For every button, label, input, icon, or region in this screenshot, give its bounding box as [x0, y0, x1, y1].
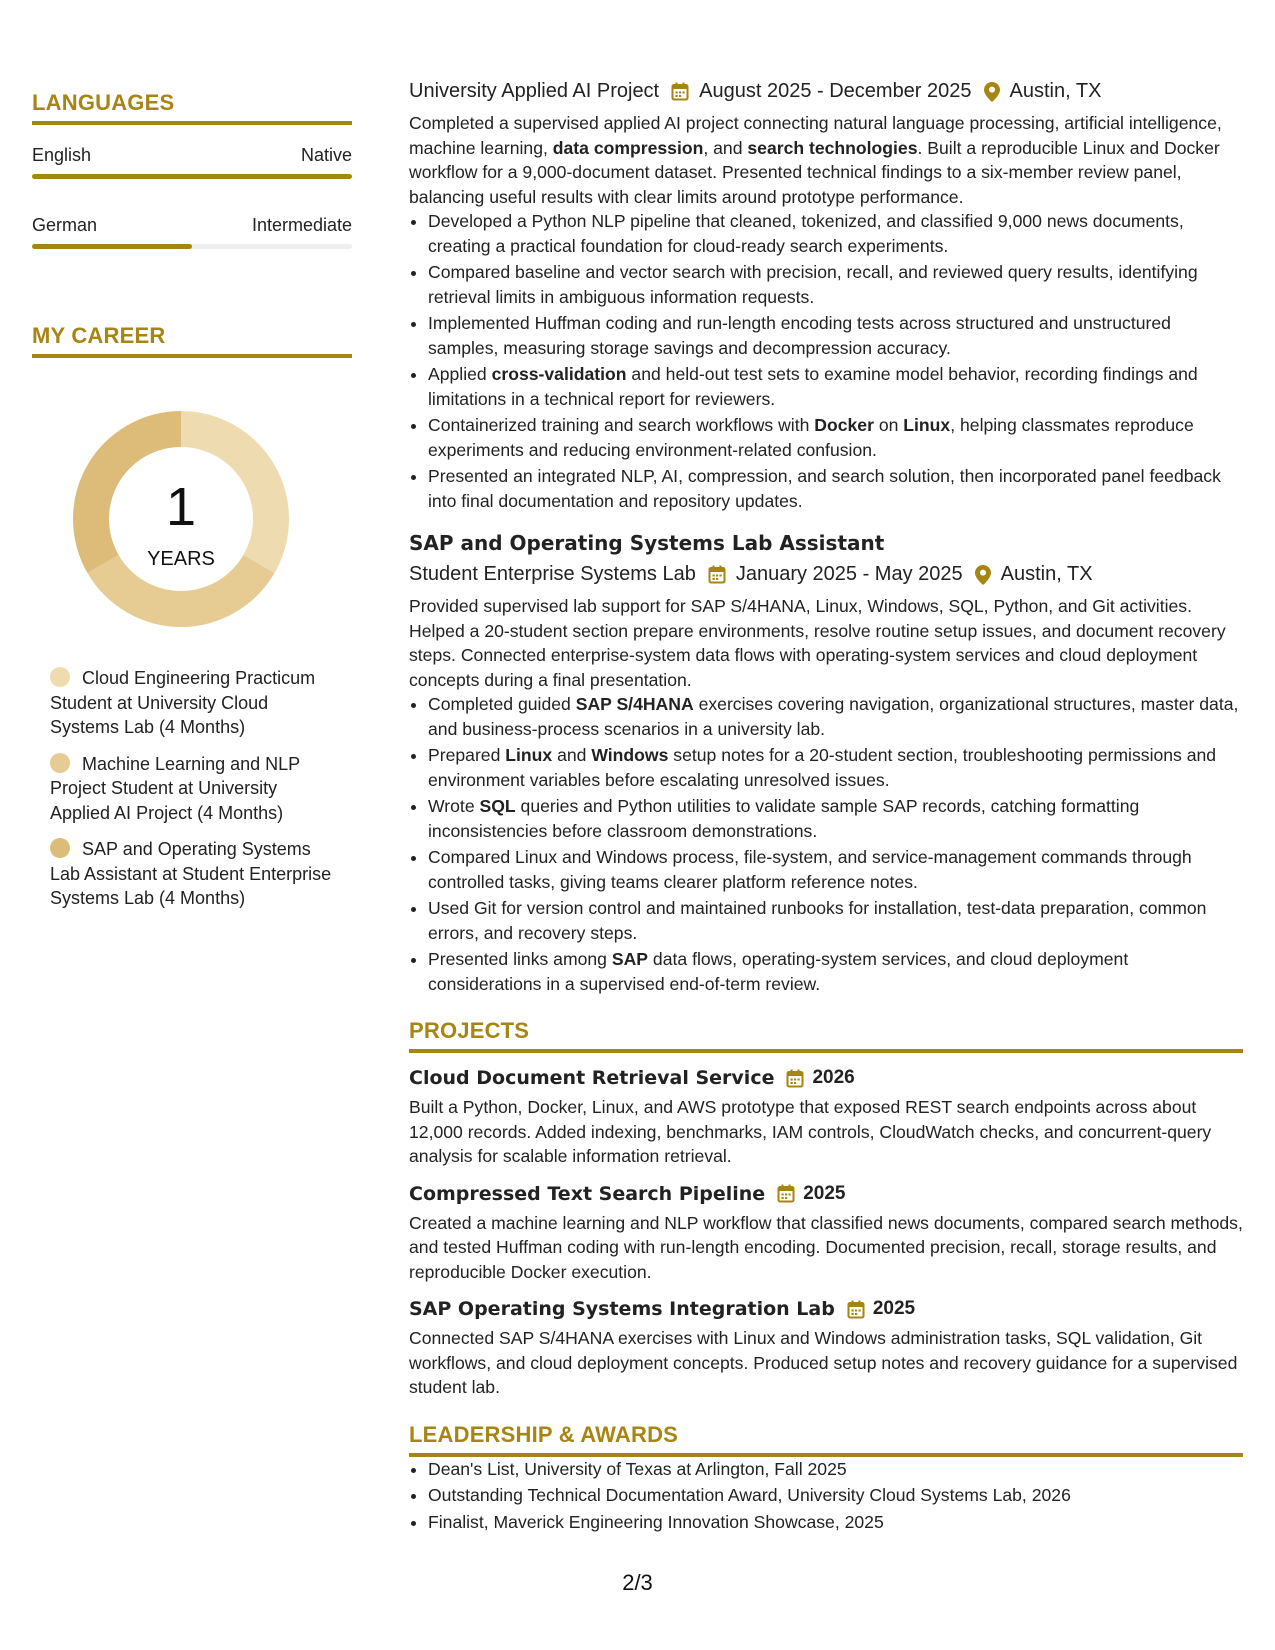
text-run: Used Git for version control and maintained runbooks for installation, test-data preparation, common errors, and recovery steps.: [428, 898, 1207, 943]
experience-bullet: [428, 947, 1243, 996]
projects-title: PROJECTS: [409, 1018, 1243, 1053]
languages-title: LANGUAGES: [32, 90, 352, 125]
language-row: [32, 215, 352, 236]
bold-keyword: SAP S/4HANA: [575, 694, 694, 714]
language-name: German: [32, 215, 98, 235]
text-run: Presented an integrated NLP, AI, compression, and search solution, then incorporated panel feedback into final documentation and repository updates.: [428, 466, 1221, 511]
experience-entry: [409, 80, 1243, 513]
career-legend-label: SAP and Operating Systems Lab Assistant at Student Enterprise Systems Lab (4 Months): [50, 839, 332, 908]
career-donut-chart: [66, 404, 296, 634]
text-run: , and: [703, 137, 748, 158]
awards-title: LEADERSHIP & AWARDS: [409, 1422, 1243, 1457]
text-run: on: [873, 415, 904, 435]
language-item: [32, 145, 352, 179]
project-header: [409, 1298, 1243, 1320]
experience-bullet: [428, 362, 1243, 411]
career-legend-item: [50, 752, 340, 826]
bold-keyword: SQL: [479, 796, 516, 816]
career-legend-label: Machine Learning and NLP Project Student at University Applied AI Project (4 Months): [50, 753, 300, 823]
language-proficiency-fill: [32, 174, 352, 179]
text-run: Compared Linux and Windows process, file-system, and service-management commands through controlled tasks, giving teams clearer platform reference notes.: [428, 847, 1192, 892]
text-run: . Built a reproducible Linux and Docker workflow for a 9,000-document dataset. Presented technical findings to a six-member review panel, balancing useful results with clear limits around prototype performance.: [409, 137, 1220, 207]
career-legend-label: Cloud Engineering Practicum Student at University Cloud Systems Lab (4 Months): [50, 668, 316, 737]
text-run: Presented links among: [428, 949, 612, 969]
experience-header: [409, 80, 1243, 103]
text-run: , helping classmates reproduce experiments and reducing environment-related confusion.: [428, 415, 1194, 460]
language-proficiency-bar: [32, 244, 352, 249]
experience-bullet: [428, 260, 1243, 309]
experience-bullet: [428, 896, 1243, 945]
text-run: exercises covering navigation, organizational structures, master data, and business-process scenarios in a university lab.: [428, 694, 1239, 739]
career-total-number: 1: [165, 477, 197, 537]
bold-keyword: search technologies: [747, 137, 918, 158]
experience-bullet: [428, 413, 1243, 462]
bold-keyword: cross-validation: [491, 364, 627, 384]
calendar-icon: [777, 1184, 795, 1203]
career-title: MY CAREER: [32, 323, 352, 358]
project-description: Created a machine learning and NLP workflow that classified news documents, compared search methods, and tested Huffman coding with run-length encoding. Documented precision, recall, storage results, and reproducible Docker execution.: [409, 1212, 1243, 1282]
career-legend: [50, 666, 340, 911]
bold-keyword: Linux: [505, 745, 553, 765]
calendar-icon: [708, 565, 726, 584]
experience-bullet: [428, 692, 1243, 741]
text-run: Completed a supervised applied AI project connecting natural language processing, artificial intelligence, machine learning,: [409, 113, 1222, 158]
languages-list: [32, 145, 352, 249]
experience-dates: January 2025 - May 2025: [735, 563, 963, 585]
location-pin-icon: [975, 565, 991, 585]
language-level: Native: [300, 145, 352, 165]
bold-keyword: Linux: [903, 415, 951, 435]
experience-bullet: [428, 794, 1243, 843]
experience-org: University Applied AI Project: [409, 80, 660, 102]
calendar-icon: [847, 1300, 865, 1319]
project-name: Cloud Document Retrieval Service: [409, 1067, 775, 1089]
project-item: [409, 1298, 1243, 1400]
text-run: and: [552, 745, 592, 765]
award-item: • Outstanding Technical Documentation Award, University Cloud Systems Lab, 2026: [428, 1483, 1243, 1508]
language-item: [32, 215, 352, 249]
experience-bullet: [428, 209, 1243, 258]
text-run: data flows, operating-system services, and cloud deployment considerations in a supervised end-of-term review.: [428, 949, 1129, 994]
experience-bullets: [409, 209, 1243, 513]
project-name: SAP Operating Systems Integration Lab: [409, 1298, 835, 1320]
project-name: Compressed Text Search Pipeline: [409, 1182, 766, 1205]
text-run: Developed a Python NLP pipeline that cleaned, tokenized, and classified 9,000 news documents, creating a practical foundation for cloud-ready search experiments.: [428, 211, 1184, 256]
language-name: English: [32, 145, 92, 165]
experience-bullets: [409, 692, 1243, 996]
text-run: Implemented Huffman coding and run-length encoding tests across structured and unstructured samples, measuring storage savings and decompression accuracy.: [428, 313, 1171, 358]
experience-bullet: [428, 311, 1243, 360]
calendar-icon: [786, 1069, 804, 1088]
project-description: Connected SAP S/4HANA exercises with Linux and Windows administration tasks, SQL validation, Git workflows, and cloud deployment concepts. Produced setup notes and recovery guidance for a supervised student lab.: [409, 1328, 1238, 1397]
text-run: setup notes for a 20-student section, troubleshooting permissions and environment variables before escalating unresolved issues.: [428, 745, 1217, 790]
experience-location: Austin, TX: [1009, 80, 1102, 102]
language-level: Intermediate: [251, 215, 352, 235]
career-legend-item: [50, 837, 340, 911]
project-year: 2025: [803, 1182, 846, 1204]
project-year: 2025: [872, 1298, 916, 1319]
project-header: [409, 1067, 1243, 1089]
project-year: 2026: [812, 1067, 855, 1088]
text-run: Completed guided: [428, 694, 576, 714]
project-item: [409, 1067, 1243, 1169]
experience-org: Student Enterprise Systems Lab: [409, 563, 696, 585]
language-proficiency-fill: [32, 244, 192, 249]
experience-location: Austin, TX: [1000, 563, 1093, 585]
bold-keyword: data compression: [552, 137, 704, 158]
career-total-unit: YEARS: [147, 548, 215, 570]
experience-entry: [409, 531, 1243, 996]
career-legend-item: [50, 666, 340, 740]
page-number: 2/3: [622, 1570, 653, 1595]
text-run: and held-out test sets to examine model behavior, recording findings and limitations in a technical report for reviewers.: [428, 364, 1198, 409]
language-proficiency-bar: [32, 174, 352, 179]
text-run: Prepared: [428, 745, 506, 765]
experience-summary: [409, 594, 1243, 692]
award-item: • Dean's List, University of Texas at Arlington, Fall 2025: [428, 1457, 1243, 1482]
experience-bullet: [428, 464, 1243, 513]
bold-keyword: Windows: [591, 745, 669, 765]
bold-keyword: SAP: [611, 949, 649, 969]
text-run: Containerized training and search workflows with: [428, 415, 815, 435]
experience-dates: August 2025 - December 2025: [699, 80, 972, 102]
text-run: queries and Python utilities to validate sample SAP records, catching formatting inconsistencies before classroom demonstrations.: [428, 796, 1140, 841]
experience-header: [409, 563, 1243, 586]
language-row: [32, 145, 352, 166]
career-legend-dot: [50, 667, 70, 687]
experience-role: SAP and Operating Systems Lab Assistant: [409, 531, 885, 555]
career-legend-dot: [50, 838, 70, 858]
career-legend-dot: [50, 753, 70, 773]
projects-list: [409, 1067, 1243, 1400]
project-header: [409, 1183, 1243, 1205]
text-run: Provided supervised lab support for SAP S/4HANA, Linux, Windows, SQL, Python, and Git activities. Helped a 20-student section prepare environments, resolve routine setup issues, and document recovery steps. Connected enterprise-system data flows with operating-system services and cloud deployment concepts during a final presentation.: [409, 596, 1226, 690]
location-pin-icon: [984, 82, 1000, 102]
experience-bullet: [428, 845, 1243, 894]
sidebar: [32, 90, 352, 923]
project-item: [409, 1183, 1243, 1285]
calendar-icon: [671, 82, 689, 101]
experience-bullet: [428, 743, 1243, 792]
awards-list: [409, 1457, 1243, 1535]
award-item: • Finalist, Maverick Engineering Innovation Showcase, 2025: [428, 1510, 1243, 1535]
experience-summary: [409, 111, 1243, 209]
main-content: [409, 80, 1243, 1536]
text-run: Applied: [428, 364, 492, 384]
text-run: Compared baseline and vector search with precision, recall, and reviewed query results, identifying retrieval limits in ambiguous information requests.: [428, 262, 1198, 307]
text-run: Wrote: [428, 796, 480, 816]
project-description: Built a Python, Docker, Linux, and AWS prototype that exposed REST search endpoints across about 12,000 records. Added indexing, benchmarks, IAM controls, CloudWatch checks, and concurrent-query analysis for scalable information retrieval.: [409, 1097, 1212, 1166]
bold-keyword: Docker: [814, 415, 874, 435]
